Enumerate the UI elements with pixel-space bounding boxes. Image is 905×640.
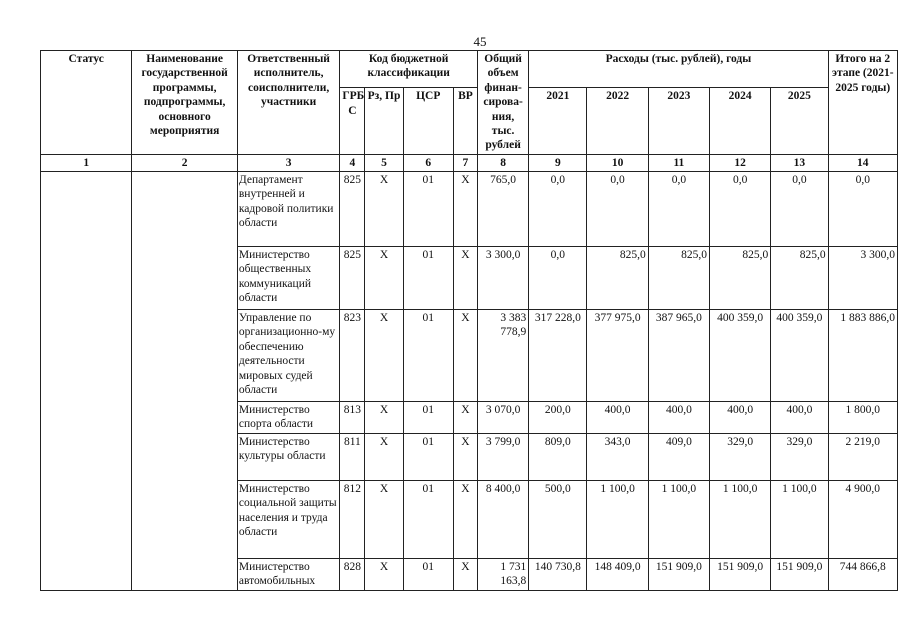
column-number: 13 xyxy=(771,154,828,171)
year-2023-cell: 151 909,0 xyxy=(648,559,709,591)
stage-total-cell: 744 866,8 xyxy=(828,559,897,591)
header-expenses: Расходы (тыс. рублей), годы xyxy=(529,51,828,88)
column-number: 14 xyxy=(828,154,897,171)
csr-cell: 01 xyxy=(403,310,453,402)
header-year-2025: 2025 xyxy=(771,88,828,154)
year-2024-cell: 151 909,0 xyxy=(710,559,771,591)
stage-total-cell: 1 883 886,0 xyxy=(828,310,897,402)
year-2024-cell: 1 100,0 xyxy=(710,481,771,559)
header-budget-code: Код бюджетной классификации xyxy=(340,51,478,88)
budget-table xyxy=(40,50,898,591)
stage-total-cell: 2 219,0 xyxy=(828,434,897,481)
executor-cell: Министерство культуры области xyxy=(237,434,339,481)
year-2022-cell: 148 409,0 xyxy=(587,559,648,591)
header-status: Статус xyxy=(41,51,132,155)
year-2022-cell: 825,0 xyxy=(587,247,648,310)
total-cell: 1 731 163,8 xyxy=(477,559,528,591)
csr-cell: 01 xyxy=(403,434,453,481)
year-2023-cell: 400,0 xyxy=(648,402,709,434)
column-number: 12 xyxy=(710,154,771,171)
vr-cell: Х xyxy=(453,247,477,310)
rzpr-cell: Х xyxy=(365,402,403,434)
year-2025-cell: 1 100,0 xyxy=(771,481,828,559)
column-number: 5 xyxy=(365,154,403,171)
total-cell: 3 070,0 xyxy=(477,402,528,434)
stage-total-cell: 1 800,0 xyxy=(828,402,897,434)
total-cell: 3 300,0 xyxy=(477,247,528,310)
rzpr-cell: Х xyxy=(365,247,403,310)
year-2025-cell: 151 909,0 xyxy=(771,559,828,591)
executor-cell: Департамент внутренней и кадровой политики области xyxy=(237,172,339,247)
year-2024-cell: 0,0 xyxy=(710,172,771,247)
header-row-1 xyxy=(41,51,898,88)
year-2022-cell: 0,0 xyxy=(587,172,648,247)
year-2023-cell: 825,0 xyxy=(648,247,709,310)
grbs-cell: 813 xyxy=(340,402,365,434)
stage-total-cell: 3 300,0 xyxy=(828,247,897,310)
executor-cell: Министерство автомобильных xyxy=(237,559,339,591)
stage-total-cell: 4 900,0 xyxy=(828,481,897,559)
total-cell: 765,0 xyxy=(477,172,528,247)
column-number: 9 xyxy=(529,154,587,171)
status-cell xyxy=(41,172,132,591)
year-2024-cell: 400 359,0 xyxy=(710,310,771,402)
year-2023-cell: 0,0 xyxy=(648,172,709,247)
program-name-cell xyxy=(132,172,237,591)
rzpr-cell: Х xyxy=(365,310,403,402)
year-2021-cell: 0,0 xyxy=(529,172,587,247)
total-cell: 8 400,0 xyxy=(477,481,528,559)
csr-cell: 01 xyxy=(403,247,453,310)
header-executor: Ответственный исполнитель, соисполнители, участники xyxy=(237,51,339,155)
year-2021-cell: 809,0 xyxy=(529,434,587,481)
header-vr: ВР xyxy=(453,88,477,154)
column-number: 11 xyxy=(648,154,709,171)
column-number: 4 xyxy=(340,154,365,171)
vr-cell: Х xyxy=(453,434,477,481)
year-2025-cell: 400 359,0 xyxy=(771,310,828,402)
year-2025-cell: 400,0 xyxy=(771,402,828,434)
header-name: Наименование государственной программы, подпрограммы, основного мероприятия xyxy=(132,51,237,155)
year-2021-cell: 200,0 xyxy=(529,402,587,434)
rzpr-cell: Х xyxy=(365,172,403,247)
header-rzpr: Рз, Пр xyxy=(365,88,403,154)
header-year-2021: 2021 xyxy=(529,88,587,154)
table-row xyxy=(41,172,898,247)
csr-cell: 01 xyxy=(403,402,453,434)
column-number: 7 xyxy=(453,154,477,171)
rzpr-cell: Х xyxy=(365,481,403,559)
vr-cell: Х xyxy=(453,481,477,559)
year-2025-cell: 825,0 xyxy=(771,247,828,310)
year-2022-cell: 343,0 xyxy=(587,434,648,481)
header-grbs: ГРБ С xyxy=(340,88,365,154)
rzpr-cell: Х xyxy=(365,559,403,591)
total-cell: 3 799,0 xyxy=(477,434,528,481)
vr-cell: Х xyxy=(453,559,477,591)
grbs-cell: 811 xyxy=(340,434,365,481)
header-total-volume: Общий объем финан-сирова-ния, тыс. рублей xyxy=(477,51,528,155)
year-2023-cell: 409,0 xyxy=(648,434,709,481)
grbs-cell: 823 xyxy=(340,310,365,402)
year-2021-cell: 140 730,8 xyxy=(529,559,587,591)
total-cell: 3 383 778,9 xyxy=(477,310,528,402)
csr-cell: 01 xyxy=(403,559,453,591)
year-2021-cell: 500,0 xyxy=(529,481,587,559)
header-year-2022: 2022 xyxy=(587,88,648,154)
year-2024-cell: 400,0 xyxy=(710,402,771,434)
grbs-cell: 828 xyxy=(340,559,365,591)
year-2022-cell: 377 975,0 xyxy=(587,310,648,402)
column-number: 2 xyxy=(132,154,237,171)
vr-cell: Х xyxy=(453,402,477,434)
rzpr-cell: Х xyxy=(365,434,403,481)
grbs-cell: 825 xyxy=(340,172,365,247)
column-number: 8 xyxy=(477,154,528,171)
year-2022-cell: 1 100,0 xyxy=(587,481,648,559)
year-2021-cell: 317 228,0 xyxy=(529,310,587,402)
year-2025-cell: 0,0 xyxy=(771,172,828,247)
executor-cell: Министерство спорта области xyxy=(237,402,339,434)
csr-cell: 01 xyxy=(403,481,453,559)
vr-cell: Х xyxy=(453,310,477,402)
header-year-2023: 2023 xyxy=(648,88,709,154)
column-number: 10 xyxy=(587,154,648,171)
column-number: 6 xyxy=(403,154,453,171)
header-year-2024: 2024 xyxy=(710,88,771,154)
year-2021-cell: 0,0 xyxy=(529,247,587,310)
year-2023-cell: 387 965,0 xyxy=(648,310,709,402)
executor-cell: Министерство социальной защиты населения и труда области xyxy=(237,481,339,559)
header-csr: ЦСР xyxy=(403,88,453,154)
column-number: 1 xyxy=(41,154,132,171)
year-2024-cell: 329,0 xyxy=(710,434,771,481)
grbs-cell: 825 xyxy=(340,247,365,310)
executor-cell: Управление по организационно-му обеспечению деятельности мировых судей области xyxy=(237,310,339,402)
page-number: 45 xyxy=(473,34,487,49)
column-number-row xyxy=(41,154,898,171)
column-number: 3 xyxy=(237,154,339,171)
vr-cell: Х xyxy=(453,172,477,247)
stage-total-cell: 0,0 xyxy=(828,172,897,247)
csr-cell: 01 xyxy=(403,172,453,247)
year-2022-cell: 400,0 xyxy=(587,402,648,434)
executor-cell: Министерство общественных коммуникаций области xyxy=(237,247,339,310)
header-stage-total: Итого на 2 этапе (2021-2025 годы) xyxy=(828,51,897,155)
year-2023-cell: 1 100,0 xyxy=(648,481,709,559)
year-2025-cell: 329,0 xyxy=(771,434,828,481)
year-2024-cell: 825,0 xyxy=(710,247,771,310)
grbs-cell: 812 xyxy=(340,481,365,559)
